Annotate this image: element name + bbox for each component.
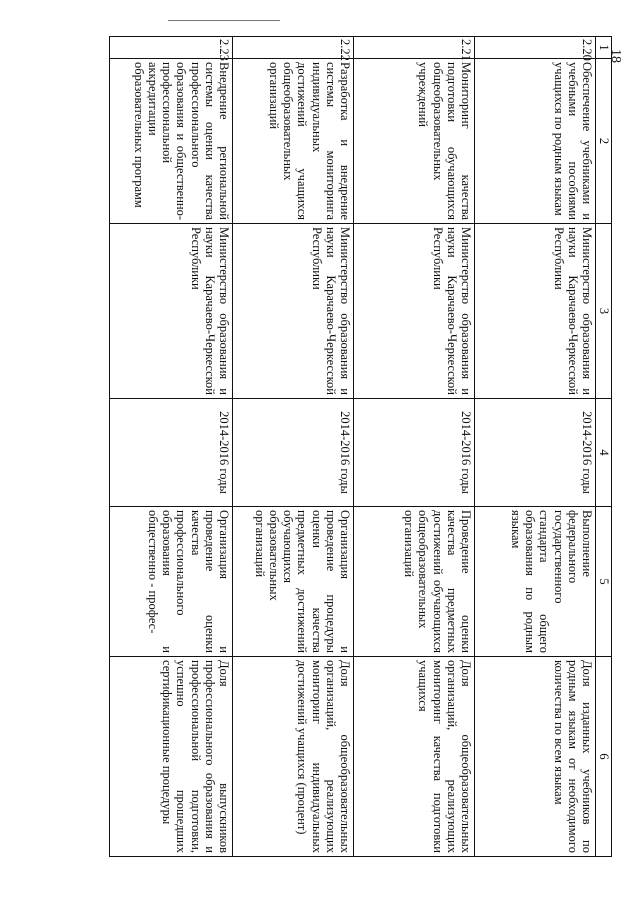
page-number: 18 [608,49,623,63]
indicator-cell: Доля общеобразовательных организаций, реализующих мониторинг качества подготовки учащихся [354,657,475,857]
measure-cell: Мониторинг качества подготовки обучающихся общеобразовательных учреждений [354,59,475,224]
years-cell: 2014-2016 годы [475,399,596,507]
row-number: 2.23 [110,37,233,59]
header-cell: 6 [596,657,612,857]
measure-cell: Внедрение региональной системы оценки качества профессионального образования и общественно-профессиональной аккредитации образовательных программ [110,59,233,224]
header-cell: 5 [596,507,612,657]
executor-cell: Министерство образования и науки Карачаево-Черкесской Республики [475,224,596,399]
header-cell: 3 [596,224,612,399]
indicator-cell: Доля выпускников профессионального образования и профессиональной подготовки, успешно прошедших сертификационные процедуры [110,657,233,857]
result-cell: Организация и проведение оценки качества профессионального образования и общественно - профес- [110,507,233,657]
header-cell: 4 [596,399,612,507]
executor-cell: Министерство образования и науки Карачаево-Черкесской Республики [110,224,233,399]
header-cell: 1 [596,37,612,59]
row-number: 2.21 [354,37,475,59]
table-row [475,37,596,857]
table-row [233,37,354,857]
years-cell: 2014-2016 годы [110,399,233,507]
indicator-cell: Доля изданных учебников по родным языкам от необходимого количества по всем языкам [475,657,596,857]
executor-cell: Министерство образования и науки Карачаево-Черкесской Республики [354,224,475,399]
result-cell: Выполнение федерального государственного стандарта общего образования по родным языкам [475,507,596,657]
scan-top-rule [168,20,280,21]
measure-cell: Разработка и внедрение системы мониторинга индивидуальных достижений учащихся общеобразовательных организаций [233,59,354,224]
years-cell: 2014-2016 годы [354,399,475,507]
measure-cell: Обеспечение учебниками и учебными пособиями учащихся по родным языкам [475,59,596,224]
row-number: 2.20 [475,37,596,59]
table-row [354,37,475,857]
result-cell: Проведение оценки качества предметных достижений обучающихся общеобразовательных организаций [354,507,475,657]
rotated-page [72,36,612,856]
table-header-row [596,37,612,857]
indicator-cell: Доля общеобразовательных организаций, реализующих мониторинг индивидуальных достижений учащихся (процент) [233,657,354,857]
row-number: 2.22 [233,37,354,59]
header-cell: 2 [596,59,612,224]
executor-cell: Министерство образования и науки Карачаево-Черкесской Республики [233,224,354,399]
years-cell: 2014-2016 годы [233,399,354,507]
table-row [110,37,233,857]
measures-table [109,36,612,857]
result-cell: Организация и проведение процедуры оценки качества предметных достижений обучающихся образовательных организаций [233,507,354,657]
